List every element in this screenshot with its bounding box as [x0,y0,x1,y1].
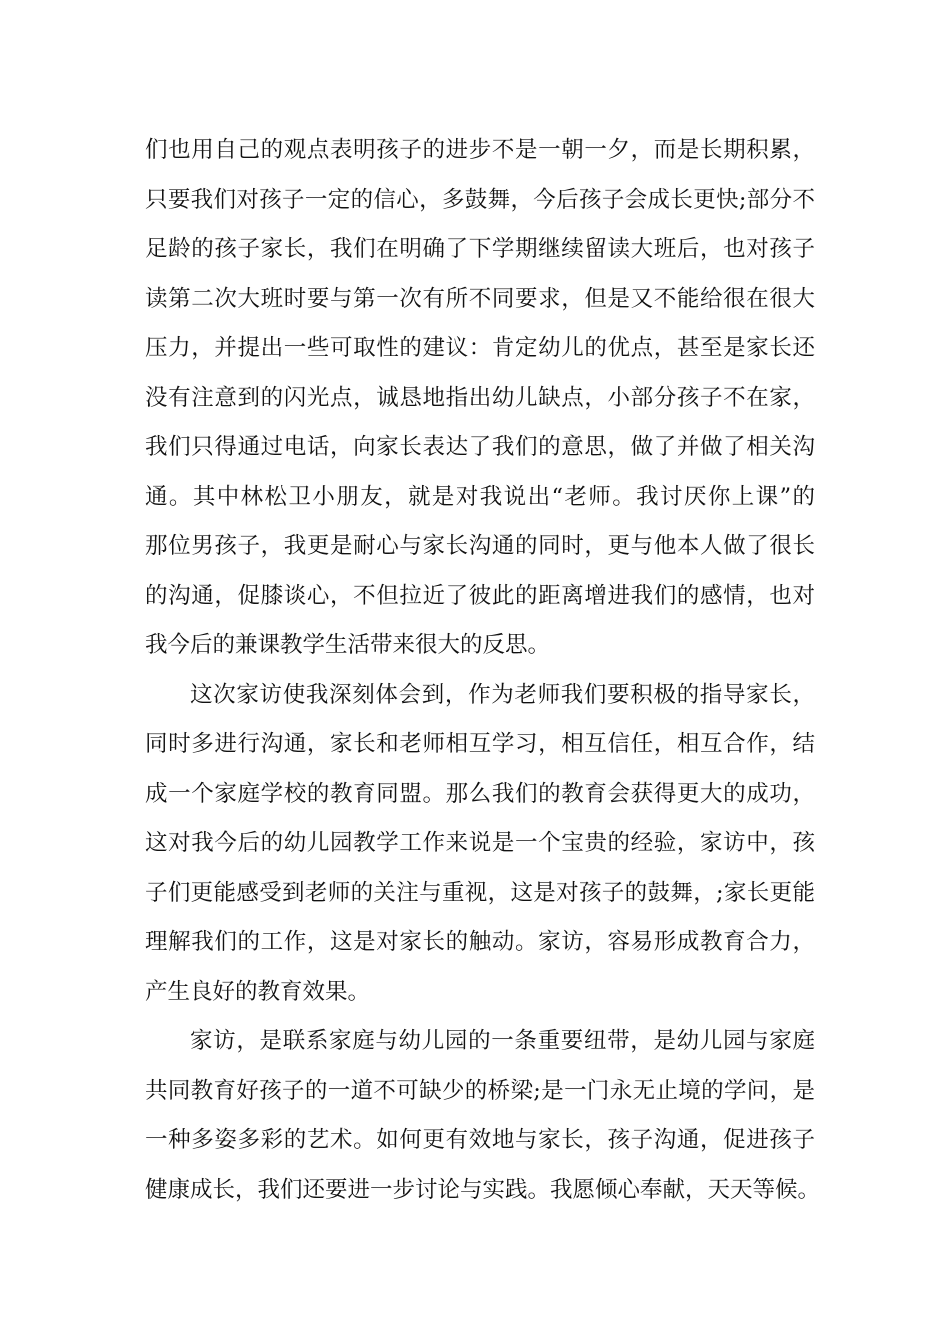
text-line: 产生良好的教育效果。 [145,978,371,1005]
text-line: 的沟通，促膝谈心，不但拉近了彼此的距离增进我们的感情，也对 [145,582,815,609]
text-line: 足龄的孩子家长，我们在明确了下学期继续留读大班后，也对孩子 [145,236,815,262]
text-line: 只要我们对孩子一定的信心，多鼓舞，今后孩子会成长更快;部分不 [145,186,815,213]
text-line: 我今后的兼课教学生活带来很大的反思。 [145,632,551,658]
text-line: 健康成长，我们还要进一步讨论与实践。我愿倾心奉献，天天等候。 [145,1176,821,1203]
text-line: 没有注意到的闪光点，诚恳地指出幼儿缺点，小部分孩子不在家， [145,384,815,411]
text-line: 通。其中林松卫小朋友，就是对我说出“老师。我讨厌你上课”的 [145,483,815,510]
text-line: 我们只得通过电话，向家长表达了我们的意思，做了并做了相关沟 [145,434,815,460]
text-line: 家访，是联系家庭与幼儿园的一条重要纽带，是幼儿园与家庭 [190,1028,815,1054]
text-line: 成一个家庭学校的教育同盟。那么我们的教育会获得更大的成功， [145,780,815,807]
text-line: 同时多进行沟通，家长和老师相互学习，相互信任，相互合作，结 [145,731,815,757]
document-body [145,126,821,1215]
paragraph-1 [145,126,815,671]
paragraph-2 [145,671,815,1018]
text-line: 子们更能感受到老师的关注与重视，这是对孩子的鼓舞，;家长更能 [145,879,815,906]
text-line: 读第二次大班时要与第一次有所不同要求，但是又不能给很在很大 [145,285,815,312]
text-line: 一种多姿多彩的艺术。如何更有效地与家长，孩子沟通，促进孩子 [145,1127,815,1153]
text-line: 理解我们的工作，这是对家长的触动。家访，容易形成教育合力， [145,929,815,955]
paragraph-3 [145,1017,821,1215]
text-line: 这对我今后的幼儿园教学工作来说是一个宝贵的经验，家访中，孩 [145,830,815,856]
text-line: 压力，并提出一些可取性的建议：肯定幼儿的优点，甚至是家长还 [145,335,815,361]
text-line: 共同教育好孩子的一道不可缺少的桥梁;是一门永无止境的学问，是 [145,1077,815,1104]
text-line: 这次家访使我深刻体会到，作为老师我们要积极的指导家长， [190,681,815,708]
text-line: 们也用自己的观点表明孩子的进步不是一朝一夕，而是长期积累， [145,137,815,163]
text-line: 那位男孩子，我更是耐心与家长沟通的同时，更与他本人做了很长 [145,533,815,559]
